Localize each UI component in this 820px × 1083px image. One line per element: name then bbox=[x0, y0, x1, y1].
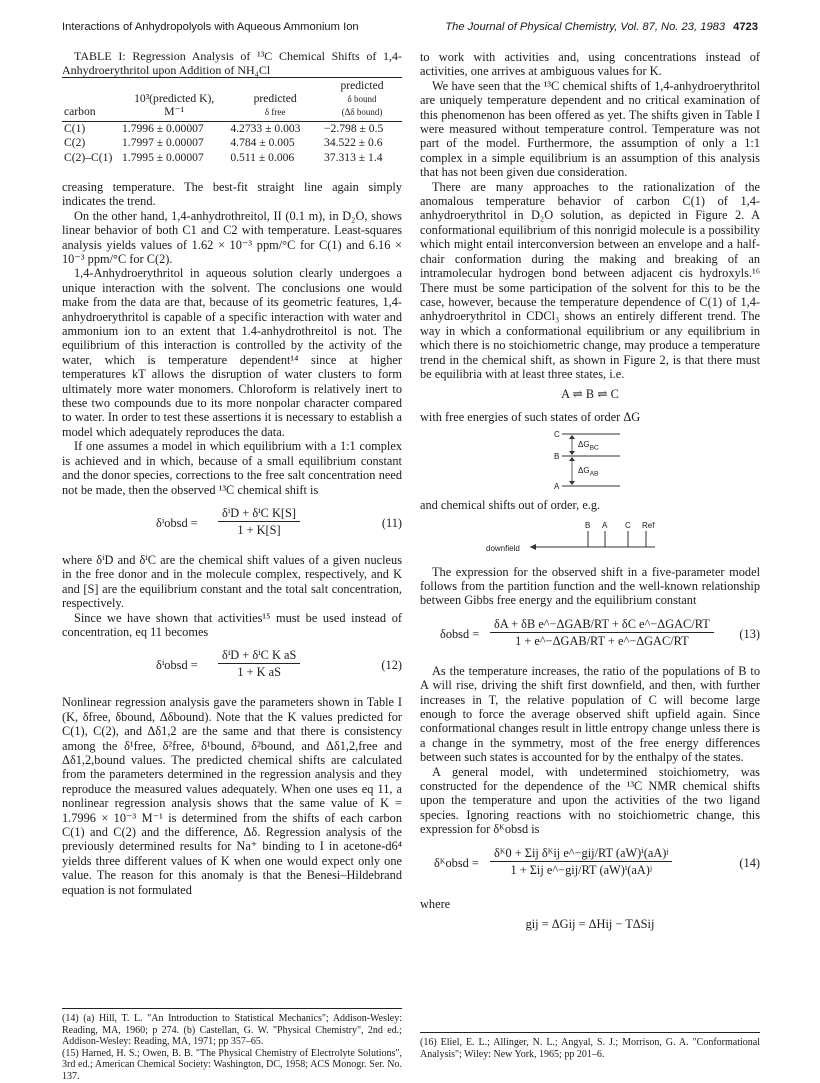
eq11-denominator: 1 + K[S] bbox=[237, 522, 281, 537]
arrowhead-bc-up bbox=[569, 435, 575, 439]
footnote-rule bbox=[420, 1032, 760, 1033]
right-paragraph-8: A general model, with undetermined stoichiometry, was constructed for the dependence of the ¹³C NMR chemical shifts upon the temperature and upon the activities of the two ligand species. Ignoring reactions with no stoichiometric change, this expression for δᴷobsd is bbox=[420, 764, 760, 837]
left-paragraph-1: creasing temperature. The best-fit straight line again simply indicates the trend. bbox=[62, 179, 402, 209]
eq13-numerator: δA + δB e^−ΔGAB/RT + δC e^−ΔGAC/RT bbox=[490, 616, 714, 633]
shift-order-diagram bbox=[420, 517, 760, 557]
left-paragraph-5: where δⁱD and δⁱC are the chemical shift values of a given nucleus in the free donor and in the molecule complex, respectively, and K and [S] are the equilibrium constant and the total salt concentration, respectively. bbox=[62, 552, 402, 611]
left-paragraph-6: Since we have shown that activities¹⁵ must be used instead of concentration, eq 11 becomes bbox=[62, 610, 402, 639]
eq14-denominator: 1 + Σij e^−gij/RT (aW)ⁱ(aA)ʲ bbox=[510, 862, 652, 877]
eq11-fraction bbox=[218, 505, 300, 538]
eq12-numerator: δⁱD + δⁱC K aS bbox=[218, 647, 300, 664]
eq11-numerator: δⁱD + δⁱC K[S] bbox=[218, 505, 300, 522]
footnote-block bbox=[420, 1037, 760, 1060]
eq13-lhs: δobsd = bbox=[440, 626, 480, 641]
shift-c-label: C bbox=[625, 520, 631, 530]
equilibrium-reaction: A ⇌ B ⇌ C bbox=[561, 387, 619, 402]
col-header-k: 10³(predicted K), M⁻¹ bbox=[120, 80, 228, 121]
left-footnotes bbox=[62, 1000, 402, 1083]
delta-g-bc-label: $\Delta G_{BC}$ bbox=[578, 440, 599, 452]
right-paragraph-1: to work with activities and, using concentrations instead of activities, one arrives at ambiguous values for K. bbox=[420, 50, 760, 79]
equation-13 bbox=[420, 616, 760, 656]
eq14-fraction bbox=[490, 845, 672, 878]
arrowhead-ab-down bbox=[569, 481, 575, 485]
eq13-number: (13) bbox=[739, 626, 760, 641]
header-left-title: Interactions of Anhydropolyols with Aqueous Ammonium Ion bbox=[62, 21, 359, 33]
table-caption: TABLE I: Regression Analysis of ¹³C Chemical Shifts of 1,4-Anhydroerythritol upon Addition of NH₄Cl bbox=[62, 49, 402, 77]
left-column bbox=[62, 50, 402, 897]
journal-citation: The Journal of Physical Chemistry, Vol. 87, No. 23, 1983 bbox=[445, 21, 726, 33]
eq14-lhs: δᴷobsd = bbox=[434, 855, 479, 870]
eq12-denominator: 1 + K aS bbox=[237, 665, 281, 680]
eq14-numerator: δᴷ0 + Σij δᴷij e^−gij/RT (aW)ⁱ(aA)ʲ bbox=[490, 845, 672, 862]
equation-11 bbox=[62, 505, 402, 545]
regression-table bbox=[62, 77, 402, 166]
eq12-number: (12) bbox=[381, 658, 402, 673]
level-b-label: B bbox=[554, 452, 560, 462]
right-paragraph-6: The expression for the observed shift in a five-parameter model follows from the partition function and the well-known relationship between Gibbs free energy and the equilibrium constant bbox=[420, 564, 760, 608]
eq12-lhs: δⁱobsd = bbox=[156, 658, 198, 673]
equation-12 bbox=[62, 647, 402, 687]
header-journal bbox=[445, 21, 758, 33]
left-paragraph-7: Nonlinear regression analysis gave the parameters shown in Table I (K, δfree, δbound, Δδbound). Note that the K values predicted for C(1), C(2), and Δδ1,2 are the same and that there is consistency among the δ¹free, δ²free, δ¹bound, δ²bound, and Δδ1,2,free and Δδ1,2,bound values. The predicted chemical shifts are calculated from the parameters determined in the regression analysis and they reproduce the measured values adequately. When one uses eq 11, a nonlinear regression analysis shows that the same value of K = 1.7996 × 10⁻³ M⁻¹ is determined from the shifts of each carbon C(1) and C(2) and the difference, Δδ. Regression analysis of the previously determined results for Na⁺ binding to I in acetone-d6⁴ yields three different values of K when one would expect only one value. The reason for this anomaly is that the Benesi–Hildebrand equation is not formulated bbox=[62, 695, 402, 897]
running-header bbox=[62, 21, 758, 37]
right-paragraph-7: As the temperature increases, the ratio of the populations of B to A will rise, driving the shift first downfield, and then, with further increases in T, the relative population of C will become large enough to force the average observed shift upfield again. Since conformational changes result in little entropy change unless there is a change in the symmetry, most of the free energy differences between such states is accounted for by the enthalpy of the states. bbox=[420, 663, 760, 765]
arrowhead-bc-down bbox=[569, 451, 575, 455]
arrowhead-ab-up bbox=[569, 457, 575, 461]
col-header-carbon: carbon bbox=[62, 80, 120, 121]
level-c-label: C bbox=[554, 430, 560, 440]
right-footnotes bbox=[420, 1024, 760, 1060]
level-a-label: A bbox=[554, 482, 560, 492]
eq12-fraction bbox=[218, 647, 300, 680]
energy-level-diagram bbox=[420, 428, 760, 492]
right-column bbox=[420, 50, 760, 939]
left-paragraph-4: If one assumes a model in which equilibrium with a 1:1 complex is achieved and in which, because of a small equilibrium constant and the donor species, corrections to the free salt concentration need not be made, then the observed ¹³C chemical shift is bbox=[62, 439, 402, 497]
downfield-arrowhead bbox=[530, 544, 536, 550]
shift-a-label: A bbox=[602, 520, 608, 530]
downfield-label: downfield bbox=[486, 543, 520, 553]
eq13-denominator: 1 + e^−ΔGAB/RT + e^−ΔGAC/RT bbox=[515, 633, 689, 648]
footnote-block bbox=[62, 1013, 402, 1083]
eq13-fraction bbox=[490, 616, 714, 649]
eq11-number: (11) bbox=[381, 515, 402, 530]
table-row: C(2) 1.7997 ± 0.00007 4.784 ± 0.005 34.522 ± 0.6 bbox=[64, 136, 383, 150]
shift-ref-label: Ref bbox=[642, 520, 655, 530]
right-paragraph-2: We have seen that the ¹³C chemical shifts of 1,4-anhydroerythritol are uniquely temperature dependent and no critical examination of this phenomenon has been offered as yet. The shifts given in Table I were measured without temperature control. Temperature was not part of the model. Furthermore, the assumption of only a 1:1 complex in a simple equilibrium is an assumption of this analysis that has not been given due consideration. bbox=[420, 78, 760, 180]
right-paragraph-4: with free energies of such states of order ΔG bbox=[420, 409, 641, 424]
col-header-free: predicted δ free bbox=[228, 80, 322, 121]
gibbs-energy-definition: gij = ΔGij = ΔHij − TΔSij bbox=[525, 917, 655, 932]
footnote-rule bbox=[62, 1008, 402, 1009]
right-paragraph-3: There are many approaches to the rationalization of the anomalous temperature behavior of carbon C(1) of 1,4-anhydroerythritol in D₂O solution, as depicted in Figure 2. A conformational equilibrium of this nonrigid molecule is a possibility which might entail interconversion between an envelope and a half-chair conformation during the making and breaking of an intramolecular hydrogen bond between adjacent cis hydroxyls.¹⁶ There must be some participation of the solvent for this to be the case, however, because the temperature dependence of C(1) of 1,4-anhydroerythritol in CDCl₃ shows an entirely different trend. The way in which a conformational equilibrium or any equilibrium in which there is no stoichiometric change, may produce a temperature trend in the chemical shift, as shown in Figure 2, is that there must be equilibria with at least three states, i.e. bbox=[420, 179, 760, 381]
table-1 bbox=[62, 50, 402, 166]
footnote-15: (15) Harned, H. S.; Owen, B. B. "The Physical Chemistry of Electrolyte Solutions", 3rd ed.; American Chemical Society: Washington, DC, 1958; ACS Monogr. Ser. No. 137. bbox=[62, 1047, 402, 1082]
equation-14 bbox=[420, 845, 760, 889]
right-paragraph-9: where bbox=[420, 896, 451, 911]
right-paragraph-5: and chemical shifts out of order, e.g. bbox=[420, 498, 601, 513]
shift-b-label: B bbox=[585, 520, 591, 530]
table-row: C(2)–C(1) 1.7995 ± 0.00007 0.511 ± 0.006 37.313 ± 1.4 bbox=[64, 151, 383, 165]
delta-g-ab-label: $\Delta G_{AB}$ bbox=[578, 466, 599, 478]
footnote-16: (16) Eliel, E. L.; Allinger, N. L.; Angyal, S. J.; Morrison, G. A. "Conformational Analysis"; Wiley: New York, 1965; pp 201–6. bbox=[420, 1037, 760, 1060]
footnote-14: (14) (a) Hill, T. L. "An Introduction to Statistical Mechanics"; Addison-Wesley: Reading, MA, 1960; p 274. (b) Castellan, G. W. "Physical Chemistry", 2nd ed.; Addison-Wesley: Reading, MA, 1971; pp 357–65. bbox=[62, 1013, 402, 1048]
table-row: C(1) 1.7996 ± 0.00007 4.2733 ± 0.003 −2.798 ± 0.5 bbox=[64, 121, 384, 135]
left-paragraph-3: 1,4-Anhydroerythritol in aqueous solution clearly undergoes a unique interaction with the solvent. The conclusions one would make from the data are that, because of its geometric features, 1,4-anhydroerythritol is capable of a specific interaction with water and ammonium ion to an extent that 1.4-anhydrothreitol is not. The equilibrium of this interaction is controlled by the activity of the water, which is temperature dependent¹⁴ since at higher temperatures kT allows the disruption of water clusters to form ultimately more water monomers. Chloroform is relatively inert to these two compounds due to its more nonpolar character compared to water. In order to test these assertions it is necessary to establish a model which adequately reproduces the data. bbox=[62, 266, 402, 439]
left-paragraph-2: On the other hand, 1,4-anhydrothreitol, II (0.1 m), in D₂O, shows linear behavior of both C1 and C2 with temperature. Least-squares analysis yields values of 1.62 × 10⁻³ ppm/°C for C(1) and 6.16 × 10⁻³ ppm/°C for C(2). bbox=[62, 208, 402, 266]
col-header-bound: predicted δ bound (Δδ bound) bbox=[322, 80, 402, 121]
eq14-number: (14) bbox=[739, 855, 760, 870]
page-number: 4723 bbox=[733, 21, 758, 33]
eq11-lhs: δⁱobsd = bbox=[156, 515, 198, 530]
